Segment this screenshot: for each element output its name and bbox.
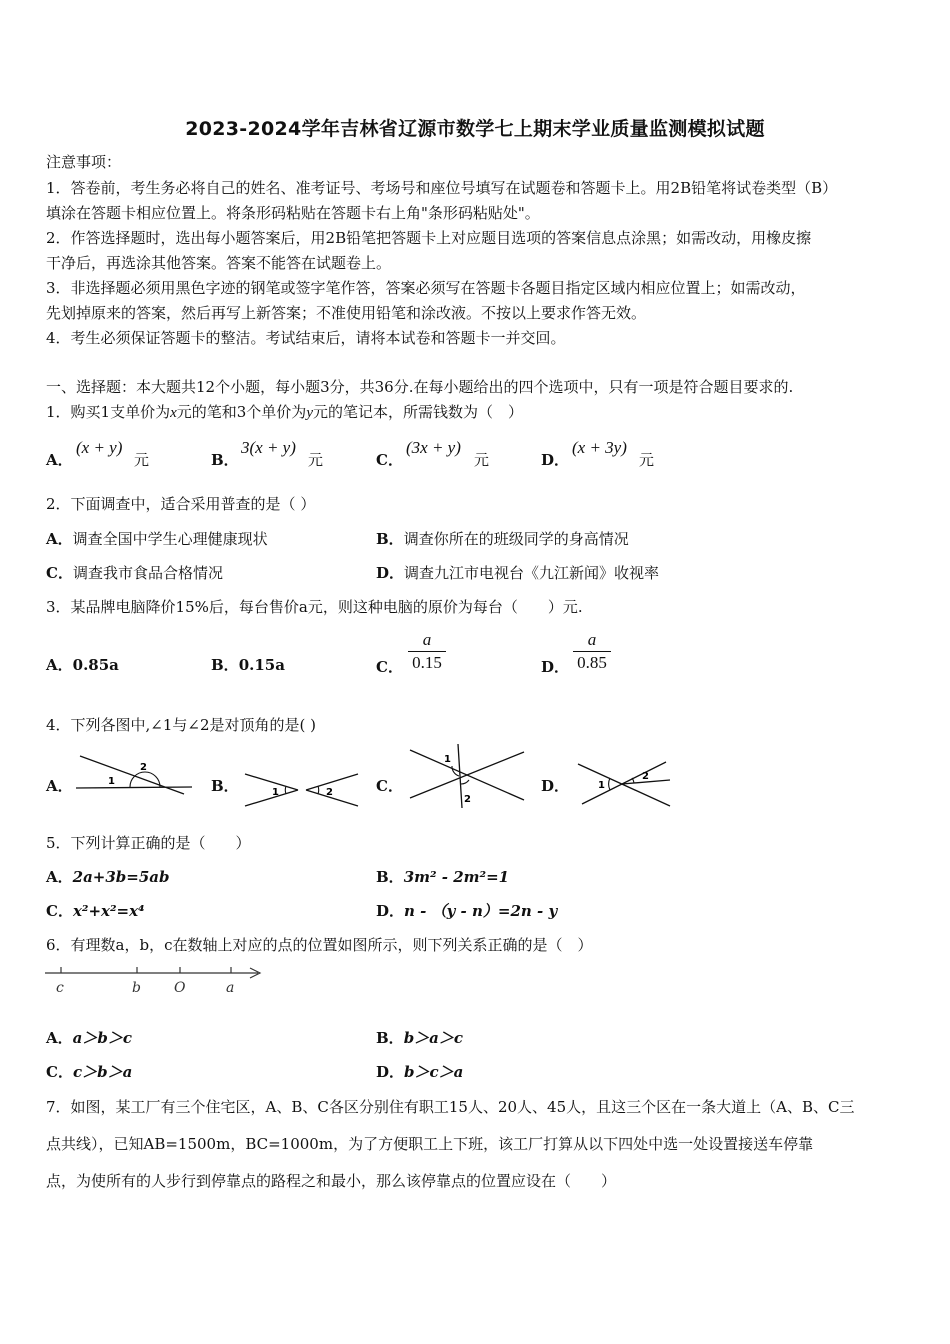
- q5-option-text: n - （y - n）=2n - y: [404, 902, 558, 920]
- q6-option-text: b＞a＞c: [403, 1029, 464, 1047]
- q5-option-a: [46, 868, 170, 886]
- section-heading: 一、选择题：本大题共12个小题，每小题3分，共36分.在每小题给出的四个选项中，只有一项是符合题目要求的.: [46, 378, 794, 396]
- q6-stem: 6．有理数a，b，c在数轴上对应的点的位置如图所示，则下列关系正确的是（ ）: [46, 936, 593, 954]
- q1-option-a-expr: (x + y): [76, 438, 123, 457]
- q1-option-c-label: C．: [376, 451, 403, 469]
- q6-option-text: b＞c＞a: [404, 1063, 464, 1081]
- q3-option-b: [211, 656, 285, 674]
- angle-2-label: 2: [464, 794, 471, 805]
- q1-option-b-label: B．: [211, 451, 239, 469]
- q4-option-b-figure: [240, 768, 364, 812]
- q1-stem-part: 1．购买1支单价为: [46, 403, 171, 421]
- axis-label-origin: O: [174, 980, 186, 996]
- axis-label-a: a: [226, 980, 235, 996]
- q3-option-label: B．: [211, 656, 239, 674]
- q6-option-text: a＞b＞c: [72, 1029, 132, 1047]
- q1-stem: [46, 403, 523, 422]
- fraction-bar: [408, 651, 446, 652]
- q6-option-label: A．: [46, 1029, 73, 1047]
- q3-option-c-fraction: [408, 631, 446, 672]
- q3-stem: 3．某品牌电脑降价15%后，每台售价a元，则这种电脑的原价为每台（ ）元.: [46, 598, 583, 616]
- q2-option-label: C．: [46, 564, 73, 582]
- q3-option-text: 0.15a: [238, 656, 285, 674]
- q7-line: 点，为使所有的人步行到停靠点的路程之和最小，那么该停靠点的位置应设在（ ）: [46, 1172, 617, 1190]
- fraction-numerator: a: [422, 630, 432, 649]
- q6-number-line: [44, 962, 266, 996]
- q7-line: 7．如图，某工厂有三个住宅区，A、B、C各区分别住有职工15人、20人、45人，且这三个区在一条大道上（A、B、C三: [46, 1098, 855, 1116]
- q4-option-c-label: C．: [376, 777, 403, 795]
- q1-stem-part: 元的笔和3个单价为: [176, 403, 307, 421]
- q5-option-text: 3m² - 2m²=1: [403, 868, 510, 886]
- angle-2-label: 2: [140, 762, 147, 773]
- q2-option-label: A．: [46, 530, 73, 548]
- q1-var-x: x: [170, 405, 177, 421]
- q4-option-b-label: B．: [211, 777, 239, 795]
- q7-line: 点共线），已知AB=1500m，BC=1000m，为了方便职工上下班，该工厂打算从以下四处中选一处设置接送车停靠: [46, 1135, 814, 1153]
- fraction-bar: [573, 651, 611, 652]
- q6-option-label: C．: [46, 1063, 73, 1081]
- notice-heading: 注意事项：: [46, 153, 122, 171]
- notice-line: 3．非选择题必须用黑色字迹的钢笔或签字笔作答，答案必须写在答题卡各题目指定区域内相应位置上；如需改动，: [46, 279, 806, 297]
- q4-stem: 4．下列各图中,∠1与∠2是对顶角的是( ): [46, 716, 317, 734]
- page-title: 2023-2024学年吉林省辽源市数学七上期末学业质量监测模拟试题: [185, 118, 765, 140]
- notice-line: 先划掉原来的答案，然后再写上新答案；不准使用铅笔和涂改液。不按以上要求作答无效。: [46, 304, 647, 322]
- q5-option-label: C．: [46, 902, 73, 920]
- notice-line: 4．考生必须保证答题卡的整洁。考试结束后，请将本试卷和答题卡一并交回。: [46, 329, 566, 347]
- q6-option-text: c＞b＞a: [72, 1063, 133, 1081]
- q6-option-a: [46, 1029, 132, 1047]
- q6-option-d: [376, 1063, 463, 1081]
- q5-option-d: [376, 902, 557, 920]
- angle-2-label: 2: [642, 771, 649, 782]
- angle-1-label: 1: [598, 780, 605, 791]
- q1-option-b-unit: 元: [308, 451, 324, 469]
- q5-option-label: D．: [376, 902, 405, 920]
- q3-option-label: A．: [46, 656, 73, 674]
- notice-line: 1．答卷前，考生务必将自己的姓名、准考证号、考场号和座位号填写在试题卷和答题卡上。用2B铅笔将试卷类型（B）: [46, 179, 838, 197]
- q2-stem: 2．下面调查中，适合采用普查的是（ ）: [46, 495, 316, 513]
- q1-option-d-expr: (x + 3y): [572, 438, 627, 457]
- notice-line: 干净后，再选涂其他答案。答案不能答在试题卷上。: [46, 254, 392, 272]
- q1-option-c-unit: 元: [474, 451, 490, 469]
- angle-1-label: 1: [272, 787, 279, 798]
- q2-option-d: [376, 564, 659, 582]
- q1-option-c-expr: (3x + y): [406, 438, 461, 457]
- q4-option-d-label: D．: [541, 777, 570, 795]
- notice-line: 2．作答选择题时，选出每小题答案后，用2B铅笔把答题卡上对应题目选项的答案信息点涂黑；如需改动，用橡皮擦: [46, 229, 812, 247]
- q2-option-label: B．: [376, 530, 404, 548]
- q6-option-b: [376, 1029, 463, 1047]
- angle-1-label: 1: [444, 754, 451, 765]
- q5-option-label: A．: [46, 868, 73, 886]
- q4-option-a-label: A．: [46, 777, 73, 795]
- q2-option-text: 调查九江市电视台《九江新闻》收视率: [404, 564, 660, 582]
- q1-option-d-unit: 元: [639, 451, 655, 469]
- q6-option-c: [46, 1063, 132, 1081]
- fraction-denominator: 0.85: [577, 653, 607, 672]
- q2-option-label: D．: [376, 564, 405, 582]
- q1-var-y: y: [306, 405, 313, 421]
- q1-option-a-label: A．: [46, 451, 73, 469]
- q6-option-label: B．: [376, 1029, 404, 1047]
- q6-option-label: D．: [376, 1063, 405, 1081]
- q3-option-a: [46, 656, 119, 674]
- q4-option-a-figure: [72, 750, 196, 796]
- q2-option-text: 调查你所在的班级同学的身高情况: [403, 530, 629, 548]
- q5-option-b: [376, 868, 509, 886]
- angle-1-label: 1: [108, 776, 115, 787]
- axis-label-b: b: [132, 980, 141, 996]
- fraction-denominator: 0.15: [412, 653, 442, 672]
- q5-option-c: [46, 902, 145, 920]
- q2-option-a: [46, 530, 268, 548]
- q2-option-c: [46, 564, 223, 582]
- q4-option-c-figure: [406, 742, 530, 810]
- q2-option-text: 调查全国中学生心理健康现状: [72, 530, 268, 548]
- q3-option-text: 0.85a: [72, 656, 119, 674]
- angle-2-label: 2: [326, 787, 333, 798]
- axis-label-c: c: [56, 980, 64, 996]
- fraction-numerator: a: [587, 630, 597, 649]
- q3-option-c-label: C．: [376, 658, 403, 676]
- q1-option-d-label: D．: [541, 451, 570, 469]
- q5-stem: 5．下列计算正确的是（ ）: [46, 834, 251, 852]
- q3-option-d-label: D．: [541, 658, 570, 676]
- notice-line: 填涂在答题卡相应位置上。将条形码粘贴在答题卡右上角"条形码粘贴处"。: [46, 204, 540, 222]
- q4-option-d-figure: [574, 752, 678, 810]
- q1-option-a-unit: 元: [134, 451, 150, 469]
- q3-option-d-fraction: [573, 631, 611, 672]
- q2-option-text: 调查我市食品合格情况: [72, 564, 223, 582]
- q2-option-b: [376, 530, 629, 548]
- q1-option-b-expr: 3(x + y): [241, 438, 296, 457]
- q5-option-text: 2a+3b=5ab: [72, 868, 170, 886]
- q5-option-label: B．: [376, 868, 404, 886]
- q1-stem-part: 元的笔记本，所需钱数为（ ）: [312, 403, 523, 421]
- q5-option-text: x²+x²=x⁴: [72, 902, 145, 920]
